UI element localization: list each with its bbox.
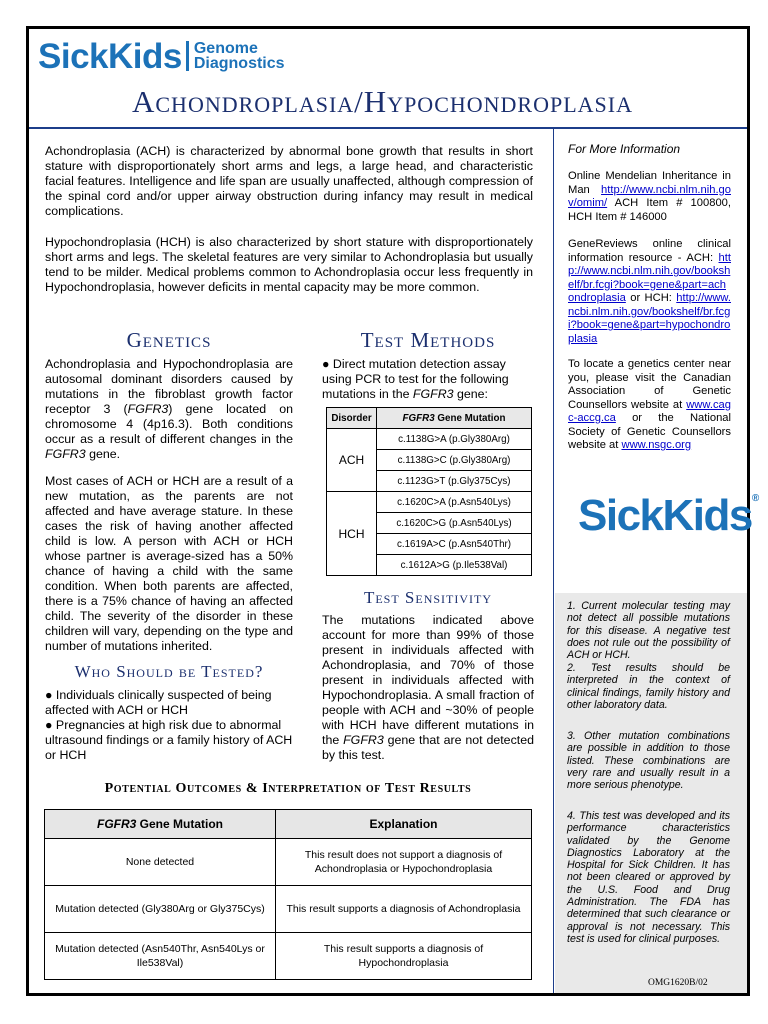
test-sensitivity-heading: Test Sensitivity	[363, 588, 493, 607]
outcomes-table-header	[45, 810, 532, 839]
cagc-link[interactable]: www.cagc-accg.ca	[568, 398, 731, 424]
omim-info: Online Mendelian Inheritance in Man http://www.ncbi.nlm.nih.gov/omim/ ACH Item # 100800, HCH Item # 146000	[568, 170, 731, 223]
gene-mutation-header: FGFR3 Gene Mutation	[377, 408, 532, 429]
genetics-center-info: To locate a genetics center near you, please visit the Canadian Association of Genetic Counsellors website at www.cagc-accg.ca or the National Society of Genetic Counsellors website at www.nsgc.org	[568, 358, 731, 451]
ach-mutation: c.1123G>T (p.Gly375Cys)	[377, 471, 532, 492]
outcome-explanation: This result supports a diagnosis of Achondroplasia	[276, 886, 532, 933]
form-code: OMG1620B/02	[648, 978, 708, 988]
genereviews-hch-link[interactable]: http://www.ncbi.nlm.nih.gov/bookshelf/br.fcgi?book=gene&part=hypochondroplasia	[568, 292, 731, 345]
table-row	[45, 839, 532, 886]
note-4: 4. This test was developed and its performance characteristics validated by the Genome Diagnostics Laboratory at the Hospital for Sick Children. It has not been cleared or approved by the U.S. Food and Drug Administration. The FDA has determined that such clearance or approval is not necessary. This test is used for clinical purposes.	[567, 810, 730, 945]
intro-paragraph-1: Achondroplasia (ACH) is characterized by abnormal bone growth that results in short stature with disproportionately short arms and legs, a large head, and characteristic facial features. Intelligence and life span are usually unaffected, although compression of the spinal cord and/or upper airway obstruction during infancy may result in medical complications.	[45, 144, 533, 218]
gene-mutation-column-header: FGFR3 Gene Mutation	[45, 810, 276, 839]
logo-sub-line1: Genome	[193, 40, 258, 57]
column-rule	[553, 129, 554, 993]
mutation-table-header	[327, 408, 532, 429]
hch-mutation: c.1620C>A (p.Asn540Lys)	[377, 492, 532, 513]
outcome-mutation: None detected	[45, 839, 276, 886]
logo-brand: SickKids	[38, 36, 182, 76]
who-tested-item-2: ● Pregnancies at high risk due to abnormal ultrasound findings or a family history of ACH or HCH	[45, 718, 293, 762]
ach-mutation: c.1138G>A (p.Gly380Arg)	[377, 429, 532, 450]
nsgc-link[interactable]: www.nsgc.org	[621, 439, 692, 451]
mutation-table	[326, 407, 532, 576]
hch-mutation: c.1620C>G (p.Asn540Lys)	[377, 513, 532, 534]
outcomes-table	[44, 809, 532, 980]
explanation-column-header: Explanation	[276, 810, 532, 839]
genereviews-info: GeneReviews online clinical information resource - ACH: http://www.ncbi.nlm.nih.gov/bookshelf/br.fcgi?book=gene&part=achondroplasia or HCH: http://www.ncbi.nlm.nih.gov/bookshelf/br.fcgi?book=gene&part=hypochondroplasia	[568, 238, 731, 345]
ach-mutation: c.1138G>C (p.Gly380Arg)	[377, 450, 532, 471]
table-row	[327, 492, 532, 513]
sickkids-logo: SickKids®	[578, 491, 760, 540]
sickkids-genome-diagnostics-logo	[38, 36, 285, 76]
note-3: 3. Other mutation combinations are possible in addition to those listed. These combinations are very rare and usually result in a more serious phenotype.	[567, 730, 730, 792]
test-sensitivity-text: The mutations indicated above account for more than 99% of those present in individuals affected with Achondroplasia, and 70% of those present in individuals affected with Hypochondroplasia. A small fraction of people with ACH and ~30% of people with HCH have different mutations in the FGFR3 gene that are not detected by this test.	[322, 613, 534, 762]
outcome-explanation: This result supports a diagnosis of Hypochondroplasia	[276, 933, 532, 980]
hch-mutation: c.1612A>G (p.Ile538Val)	[377, 555, 532, 576]
genetics-paragraph-2: Most cases of ACH or HCH are a result of a new mutation, as the parents are not affected and have average stature. In these cases the risk of having another affected child is low. A person with ACH or HCH whose partner is average-sized has a 50% chance of having a child with the same condition. When both parents are affected, there is a 75% chance of having an affected child. The severity of the disorder in these children will vary, depending on the type and number of mutations inherited.	[45, 474, 293, 653]
table-row	[45, 933, 532, 980]
genetics-paragraph-1: Achondroplasia and Hypochondroplasia are autosomal dominant disorders caused by mutations in the fibroblast growth factor receptor 3 (FGFR3) gene located on chromosome 4 (4p16.3). Both conditions occur as a result of different changes in the FGFR3 gene.	[45, 357, 294, 461]
hch-mutation: c.1619A>C (p.Asn540Thr)	[377, 534, 532, 555]
who-tested-item-1: ● Individuals clinically suspected of being affected with ACH or HCH	[45, 688, 272, 717]
ach-label: ACH	[327, 429, 377, 492]
outcome-mutation: Mutation detected (Asn540Thr, Asn540Lys or Ile538Val)	[45, 933, 276, 980]
note-1: 1. Current molecular testing may not detect all possible mutations for this disease. A negative test does not rule out the possibility of ACH or HCH.	[567, 600, 730, 662]
sidebar-title: For More Information	[568, 142, 681, 156]
page-title: Achondroplasia/Hypochondroplasia	[132, 84, 633, 119]
outcome-explanation: This result does not support a diagnosis of Achondroplasia or Hypochondroplasia	[276, 839, 532, 886]
logo-sub-line2: Diagnostics	[193, 55, 285, 72]
test-methods-heading: Test Methods	[360, 328, 496, 352]
table-row	[45, 886, 532, 933]
table-row	[327, 429, 532, 450]
genetics-heading: Genetics	[126, 328, 212, 352]
outcome-mutation: Mutation detected (Gly380Arg or Gly375Cys)	[45, 886, 276, 933]
logo-divider	[186, 41, 189, 71]
outcomes-heading: Potential Outcomes & Interpretation of Test Results	[104, 781, 472, 796]
genereviews-ach-link[interactable]: http://www.ncbi.nlm.nih.gov/bookshelf/br.fcgi?book=gene&part=achondroplasia	[568, 251, 731, 304]
intro-paragraph-2: Hypochondroplasia (HCH) is also characterized by short stature with disproportionately short arms and legs. The skeletal features are very similar to Achondroplasia but usually tend to be milder. Medical problems common to Achondroplasia occur less frequently in Hypochondroplasia, however deficits in mental capacity may be more common.	[45, 235, 533, 294]
logo-subtitle	[194, 41, 285, 71]
omim-link[interactable]: http://www.ncbi.nlm.nih.gov/omim/	[568, 183, 731, 209]
disorder-header: Disorder	[327, 408, 377, 429]
test-methods-text: ● Direct mutation detection assay using PCR to test for the following mutations in the FGFR3 gene:	[322, 357, 509, 401]
who-tested-heading: Who Should be Tested?	[74, 662, 264, 681]
header-rule	[29, 127, 747, 129]
hch-label: HCH	[327, 492, 377, 576]
note-2: 2. Test results should be interpreted in the context of clinical findings, family history and other laboratory data.	[567, 662, 730, 711]
